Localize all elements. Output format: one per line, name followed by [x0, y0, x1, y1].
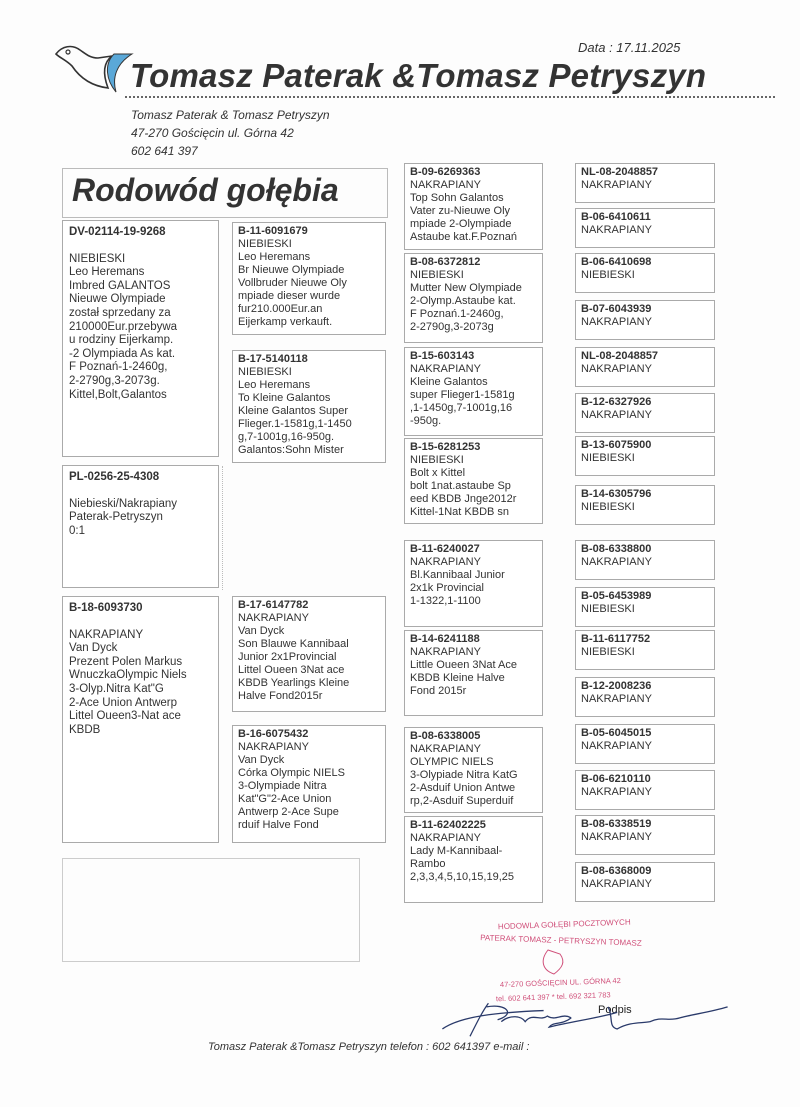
ring-number: B-05-6045015: [581, 727, 652, 739]
pigeon-color: NIEBIESKI: [581, 269, 635, 281]
stamp-line: HODOWLA GOŁĘBI POCZTOWYCH: [497, 917, 631, 932]
pedigree-card: [404, 438, 543, 524]
pigeon-color: NAKRAPIANY: [581, 786, 652, 798]
pigeon-color: NAKRAPIANY: [410, 179, 481, 191]
pedigree-card: [575, 587, 715, 627]
pigeon-note: 2-2790g,3-2073g: [410, 321, 494, 333]
pigeon-note: mpiade dieser wurde: [238, 290, 341, 302]
ring-number: NL-08-2048857: [581, 166, 659, 178]
address-line: 47-270 Gościęcin ul. Górna 42: [131, 126, 294, 140]
pigeon-note: Nieuwe Olympiade: [69, 293, 166, 306]
pigeon-note: 0:1: [69, 524, 85, 537]
pigeon-color: NAKRAPIANY: [581, 693, 652, 705]
pedigree-card: [575, 393, 715, 433]
ring-number: B-11-6091679: [238, 225, 308, 237]
ring-number: B-11-6117752: [581, 633, 651, 645]
ring-number: B-08-6338800: [581, 543, 652, 555]
pigeon-note: Kleine Galantos Super: [238, 405, 349, 417]
pigeon-note: mpiade 2-Olympiade: [410, 218, 512, 230]
pedigree-card: [575, 770, 715, 810]
pigeon-note: 3-Olypiade Nitra KatG: [410, 769, 518, 781]
ring-number: B-09-6269363: [410, 166, 481, 178]
pigeon-color: NAKRAPIANY: [581, 740, 652, 752]
pigeon-note: Bl.Kannibaal Junior: [410, 569, 505, 581]
pigeon-note: Vollbruder Nieuwe Oly: [238, 277, 347, 289]
pigeon-note: 2-Olymp.Astaube kat.: [410, 295, 516, 307]
pedigree-card: [575, 540, 715, 580]
pigeon-note: Leo Heremans: [238, 251, 311, 263]
stamp-line: PATERAK TOMASZ - PETRYSZYN TOMASZ: [479, 933, 642, 948]
pedigree-card: [62, 465, 219, 588]
pedigree-card: [575, 677, 715, 717]
pigeon-color: NIEBIESKI: [581, 501, 635, 513]
pigeon-note: Van Dyck: [238, 754, 285, 766]
pigeon-color: NIEBIESKI: [69, 252, 126, 265]
signature-label: Podpis: [598, 1004, 632, 1016]
pigeon-note: Córka Olympic NIELS: [238, 767, 345, 779]
pigeon-note: g,7-1001g,16-950g.: [238, 431, 335, 443]
ring-number: B-12-2008236: [581, 680, 652, 692]
connector-line: [222, 466, 223, 590]
pigeon-color: NIEBIESKI: [238, 366, 292, 378]
pigeon-color: NAKRAPIANY: [410, 832, 481, 844]
pigeon-note: Kat"G"2-Ace Union: [238, 793, 332, 805]
pedigree-card: [232, 596, 386, 712]
pedigree-card: [575, 347, 715, 387]
ring-number: B-12-6327926: [581, 396, 652, 408]
pedigree-card: [62, 220, 219, 457]
brand-name: Tomasz Paterak &Tomasz Petryszyn: [130, 57, 707, 94]
pigeon-note: Leo Heremans: [238, 379, 311, 391]
pigeon-note: rduif Halve Fond: [238, 819, 319, 831]
ring-number: B-06-6210110: [581, 773, 651, 785]
ring-number: B-14-6241188: [410, 633, 480, 645]
pedigree-card: [575, 630, 715, 670]
pigeon-note: Little Oueen 3Nat Ace: [410, 659, 518, 671]
pigeon-color: NAKRAPIANY: [410, 556, 481, 568]
ring-number: B-07-6043939: [581, 303, 652, 315]
pedigree-card: [575, 253, 715, 293]
pigeon-note: Vater zu-Nieuwe Oly: [410, 205, 511, 217]
pigeon-note: -950g.: [410, 415, 442, 427]
pigeon-note: Astaube kat.F.Poznań: [410, 231, 518, 243]
pigeon-note: Lady M-Kannibaal-: [410, 845, 503, 857]
pigeon-note: Halve Fond2015r: [238, 690, 323, 702]
pedigree-card: [232, 725, 386, 843]
pigeon-note: bolt 1nat.astaube Sp: [410, 480, 511, 492]
pedigree-card: [404, 253, 543, 343]
pigeon-note: -2 Olympiada As kat.: [69, 347, 176, 360]
ring-number: B-13-6075900: [581, 439, 652, 451]
pedigree-card: [404, 816, 543, 903]
pigeon-color: NIEBIESKI: [238, 238, 292, 250]
pigeon-note: 2-2790g,3-2073g.: [69, 374, 160, 387]
pigeon-note: F Poznań-1-2460g,: [69, 361, 168, 374]
pigeon-note: 3-Olympiade Nitra: [238, 780, 327, 792]
pigeon-note: Br Nieuwe Olympiade: [238, 264, 345, 276]
pigeon-note: Flieger.1-1581g,1-1450: [238, 418, 352, 430]
pigeon-note: fur210.000Eur.an: [238, 303, 323, 315]
pigeon-note: u rodziny Eijerkamp.: [69, 334, 174, 347]
pigeon-note: Junior 2x1Provincial: [238, 651, 337, 663]
pedigree-card: [404, 630, 543, 716]
pigeon-color: NAKRAPIANY: [581, 363, 652, 375]
ring-number: B-06-6410698: [581, 256, 652, 268]
pigeon-note: Prezent Polen Markus: [69, 655, 183, 668]
pigeon-note: super Flieger1-1581g: [410, 389, 515, 401]
pigeon-color: NAKRAPIANY: [69, 628, 144, 641]
pigeon-color: NAKRAPIANY: [581, 831, 652, 843]
ring-number: PL-0256-25-4308: [69, 471, 160, 483]
pigeon-note: OLYMPIC NIELS: [410, 756, 494, 768]
pigeon-color: NIEBIESKI: [410, 454, 464, 466]
pigeon-note: KBDB Yearlings Kleine: [238, 677, 350, 689]
ring-number: B-06-6410611: [581, 211, 651, 223]
pedigree-card: [575, 815, 715, 855]
pigeon-color: NIEBIESKI: [410, 269, 464, 281]
ring-number: B-08-6338005: [410, 730, 481, 742]
pedigree-card: [575, 724, 715, 764]
pedigree-card: [575, 300, 715, 340]
pigeon-note: Kittel-1Nat KBDB sn: [410, 506, 510, 518]
pigeon-note: Son Blauwe Kannibaal: [238, 638, 349, 650]
ring-number: B-17-6147782: [238, 599, 309, 611]
pigeon-note: Kittel,Bolt,Galantos: [69, 388, 167, 401]
pigeon-note: 2,3,3,4,5,10,15,19,25: [410, 871, 514, 883]
ring-number: B-05-6453989: [581, 590, 652, 602]
pigeon-note: 2-Asduif Union Antwe: [410, 782, 516, 794]
pigeon-note: F Poznań.1-2460g,: [410, 308, 504, 320]
address-line: Tomasz Paterak & Tomasz Petryszyn: [131, 108, 330, 122]
pedigree-card: [575, 163, 715, 203]
ring-number: B-18-6093730: [69, 602, 143, 614]
pigeon-color: NAKRAPIANY: [238, 741, 309, 753]
pedigree-card: [575, 208, 715, 248]
pigeon-note: Fond 2015r: [410, 685, 467, 697]
pigeon-note: rp,2-Asduif Superduif: [410, 795, 514, 807]
page-title: Rodowód gołębia: [72, 172, 339, 208]
pedigree-card: [575, 436, 715, 476]
pigeon-note: WnuczkaOlympic Niels: [69, 669, 187, 682]
pedigree-card: [575, 862, 715, 902]
header-divider: [125, 96, 775, 98]
pigeon-note: eed KBDB Jnge2012r: [410, 493, 517, 505]
pigeon-color: NAKRAPIANY: [581, 179, 652, 191]
pigeon-note: 2x1k Provincial: [410, 582, 484, 594]
pedigree-card: [404, 727, 543, 813]
ring-number: NL-08-2048857: [581, 350, 659, 362]
pigeon-note: został sprzedany za: [69, 306, 171, 319]
pigeon-note: Littel Oueen3-Nat ace: [69, 710, 181, 723]
pigeon-note: Top Sohn Galantos: [410, 192, 504, 204]
document-date: Data : 17.11.2025: [578, 40, 681, 55]
pigeon-note: 3-Olyp.Nitra Kat"G: [69, 682, 164, 695]
dove-logo: [52, 42, 142, 102]
stamp-line: tel. 602 641 397 * tel. 692 321 783: [495, 990, 611, 1002]
pigeon-note: Rambo: [410, 858, 446, 870]
handwritten-signature: [420, 994, 750, 1045]
pigeon-color: NAKRAPIANY: [581, 556, 652, 568]
pigeon-note: 210000Eur.przebywa: [69, 320, 178, 333]
spacer: [69, 240, 212, 253]
pigeon-color: NAKRAPIANY: [581, 409, 652, 421]
pigeon-note: Kleine Galantos: [410, 376, 488, 388]
pigeon-note: KBDB: [69, 723, 101, 736]
pigeon-color: NAKRAPIANY: [581, 224, 652, 236]
pigeon-color: NAKRAPIANY: [581, 316, 652, 328]
ring-number: B-11-6240027: [410, 543, 480, 555]
footer-contact: Tomasz Paterak &Tomasz Petryszyn telefon : 602 641397 e-mail :: [208, 1041, 530, 1053]
pigeon-note: Imbred GALANTOS: [69, 279, 171, 292]
pigeon-note: Paterak-Petryszyn: [69, 511, 163, 524]
pigeon-color: NAKRAPIANY: [410, 363, 481, 375]
pigeon-note: Littel Oueen 3Nat ace: [238, 664, 345, 676]
address-line: 602 641 397: [131, 144, 198, 158]
pigeon-note: Antwerp 2-Ace Supe: [238, 806, 339, 818]
ring-number: B-08-6372812: [410, 256, 481, 268]
pedigree-card: [404, 347, 543, 436]
pigeon-note: Eijerkamp verkauft.: [238, 316, 333, 328]
pigeon-note: 1-1322,1-1100: [410, 595, 481, 607]
pigeon-note: Galantos:Sohn Mister: [238, 444, 344, 456]
pigeon-note: Mutter New Olympiade: [410, 282, 522, 294]
pigeon-color: NAKRAPIANY: [410, 646, 481, 658]
ring-number: B-15-6281253: [410, 441, 481, 453]
ring-number: B-08-6338519: [581, 818, 652, 830]
pedigree-card: [232, 222, 386, 335]
pigeon-color: NAKRAPIANY: [238, 612, 309, 624]
pigeon-note: Bolt x Kittel: [410, 467, 466, 479]
pigeon-color: NAKRAPIANY: [581, 878, 652, 890]
ring-number: B-15-603143: [410, 350, 475, 362]
ring-number: B-11-62402225: [410, 819, 486, 831]
pigeon-color: NIEBIESKI: [581, 452, 635, 464]
pigeon-note: ,1-1450g,7-1001g,16: [410, 402, 513, 414]
pigeon-color: NAKRAPIANY: [410, 743, 481, 755]
pigeon-note: Leo Heremans: [69, 266, 145, 279]
pigeon-note: KBDB Kleine Halve: [410, 672, 505, 684]
pigeon-note: Van Dyck: [238, 625, 285, 637]
pedigree-card: [62, 596, 219, 843]
pedigree-card: [575, 485, 715, 525]
ring-number: B-14-6305796: [581, 488, 652, 500]
ring-number: B-17-5140118: [238, 353, 308, 365]
spacer: [69, 485, 212, 498]
pigeon-color: NIEBIESKI: [581, 646, 635, 658]
pedigree-card: [232, 350, 386, 463]
ring-number: DV-02114-19-9268: [69, 226, 166, 238]
notes-box: [62, 858, 360, 962]
spacer: [69, 616, 212, 629]
pedigree-card: [404, 540, 543, 627]
pigeon-color: NIEBIESKI: [581, 603, 635, 615]
pigeon-note: 2-Ace Union Antwerp: [69, 696, 178, 709]
pigeon-color: Niebieski/Nakrapiany: [69, 497, 178, 510]
pigeon-note: Van Dyck: [69, 642, 118, 655]
pigeon-note: To Kleine Galantos: [238, 392, 331, 404]
breeder-address: [131, 106, 330, 160]
ring-number: B-16-6075432: [238, 728, 309, 740]
stamp-line: 47-270 GOŚCIĘCIN UL. GÓRNA 42: [499, 975, 621, 990]
ring-number: B-08-6368009: [581, 865, 652, 877]
pedigree-card: [404, 163, 543, 250]
